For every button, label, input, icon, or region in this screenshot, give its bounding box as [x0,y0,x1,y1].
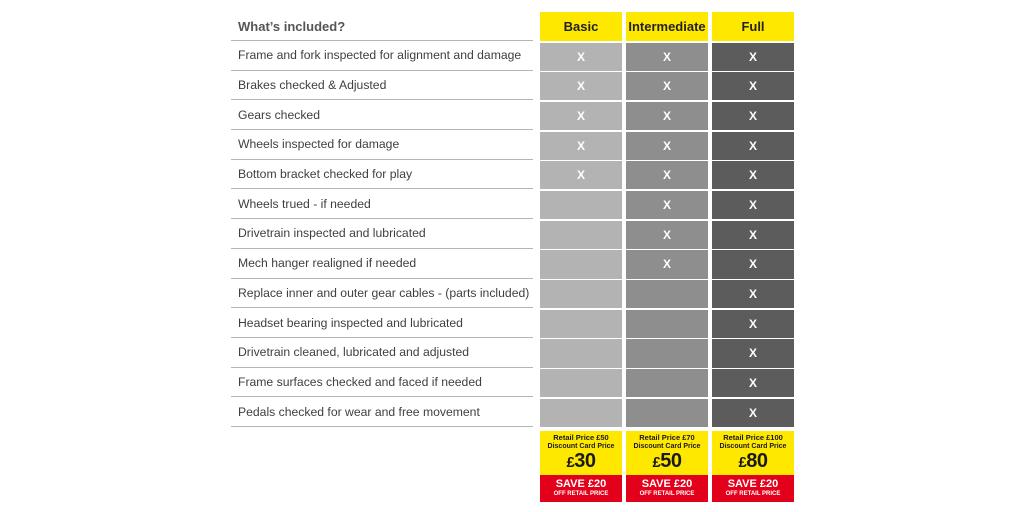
cell-full [712,399,794,427]
save-banner-intermediate [626,475,708,502]
feature-label: Brakes checked & Adjusted [231,71,533,101]
included-mark: X [662,49,671,64]
feature-label: Drivetrain inspected and lubricated [231,219,533,249]
tier-column-basic [540,12,622,427]
included-mark: X [576,49,585,64]
included-mark: X [662,108,671,123]
cell-full [712,191,794,219]
feature-list [231,41,533,427]
feature-label: Headset bearing inspected and lubricated [231,308,533,338]
cell-intermediate [626,161,708,189]
save-banner-full [712,475,794,502]
cell-basic [540,72,622,100]
feature-label: Drivetrain cleaned, lubricated and adjusted [231,338,533,368]
cell-full [712,280,794,308]
tier-column-intermediate [626,12,708,427]
feature-label-column [231,12,533,427]
cell-full [712,72,794,100]
cell-intermediate [626,191,708,219]
feature-label: Replace inner and outer gear cables - (parts included) [231,279,533,309]
price-box-intermediate [626,431,708,502]
discount-price-intermediate [626,450,708,471]
cell-basic [540,221,622,249]
included-mark: X [748,227,757,242]
save-amount-intermediate: SAVE £20 [641,478,693,490]
included-mark: X [576,79,585,94]
cell-full [712,221,794,249]
included-mark: X [576,108,585,123]
cell-full [712,43,794,71]
retail-price-intermediate: Retail Price £70 [639,433,695,442]
included-mark: X [748,287,757,302]
included-mark: X [576,138,585,153]
tier-header-basic: Basic [540,12,622,41]
cell-full [712,310,794,338]
included-mark: X [748,346,757,361]
price-panel-basic [540,431,622,475]
price-value: 80 [746,449,768,472]
cell-intermediate [626,399,708,427]
cell-intermediate [626,280,708,308]
included-mark: X [748,405,757,420]
cell-full [712,161,794,189]
price-value: 50 [660,449,682,472]
retail-price-basic: Retail Price £50 [553,433,609,442]
feature-label: Mech hanger realigned if needed [231,249,533,279]
discount-label-intermediate: Discount Card Price [633,442,701,450]
cell-basic [540,43,622,71]
cell-full [712,339,794,367]
included-mark: X [662,168,671,183]
included-mark: X [748,168,757,183]
price-panel-full [712,431,794,475]
cell-basic [540,102,622,130]
included-mark: X [748,108,757,123]
cell-full [712,102,794,130]
tier-cells-intermediate [626,43,708,427]
feature-label: Wheels inspected for damage [231,130,533,160]
included-mark: X [576,168,585,183]
pound-sign: £ [566,453,575,471]
cell-intermediate [626,132,708,160]
tier-cells-basic [540,43,622,427]
save-subtext-full: OFF RETAIL PRICE [725,491,781,497]
feature-label: Wheels trued - if needed [231,189,533,219]
cell-basic [540,339,622,367]
discount-price-full [712,450,794,471]
included-mark: X [748,376,757,391]
cell-full [712,369,794,397]
tier-header-full: Full [712,12,794,41]
save-subtext-intermediate: OFF RETAIL PRICE [639,491,695,497]
cell-basic [540,369,622,397]
cell-full [712,132,794,160]
feature-label: Gears checked [231,100,533,130]
price-box-full [712,431,794,502]
included-mark: X [748,49,757,64]
cell-intermediate [626,310,708,338]
price-panel-intermediate [626,431,708,475]
included-mark: X [748,79,757,94]
save-subtext-basic: OFF RETAIL PRICE [553,491,609,497]
tier-header-intermediate: Intermediate [626,12,708,41]
cell-basic [540,399,622,427]
pound-sign: £ [652,453,661,471]
feature-label: Pedals checked for wear and free movement [231,397,533,427]
price-box-basic [540,431,622,502]
cell-intermediate [626,72,708,100]
discount-label-full: Discount Card Price [719,442,787,450]
save-amount-full: SAVE £20 [727,478,779,490]
save-banner-basic [540,475,622,502]
cell-basic [540,310,622,338]
cell-basic [540,280,622,308]
cell-basic [540,132,622,160]
discount-label-basic: Discount Card Price [547,442,615,450]
included-mark: X [662,79,671,94]
discount-price-basic [540,450,622,471]
retail-price-full: Retail Price £100 [723,433,783,442]
included-mark: X [662,257,671,272]
cell-intermediate [626,43,708,71]
cell-basic [540,161,622,189]
included-mark: X [662,227,671,242]
pound-sign: £ [738,453,747,471]
price-value: 30 [574,449,596,472]
cell-basic [540,250,622,278]
feature-label: Frame and fork inspected for alignment and damage [231,41,533,71]
included-mark: X [662,198,671,213]
included-mark: X [748,138,757,153]
cell-intermediate [626,339,708,367]
included-mark: X [748,316,757,331]
feature-label: Frame surfaces checked and faced if needed [231,368,533,398]
cell-intermediate [626,221,708,249]
cell-basic [540,191,622,219]
cell-full [712,250,794,278]
whats-included-heading: What’s included? [231,12,533,41]
cell-intermediate [626,369,708,397]
tier-cells-full [712,43,794,427]
included-mark: X [748,257,757,272]
save-amount-basic: SAVE £20 [555,478,607,490]
included-mark: X [662,138,671,153]
included-mark: X [748,198,757,213]
cell-intermediate [626,250,708,278]
cell-intermediate [626,102,708,130]
tier-column-full [712,12,794,427]
feature-label: Bottom bracket checked for play [231,160,533,190]
